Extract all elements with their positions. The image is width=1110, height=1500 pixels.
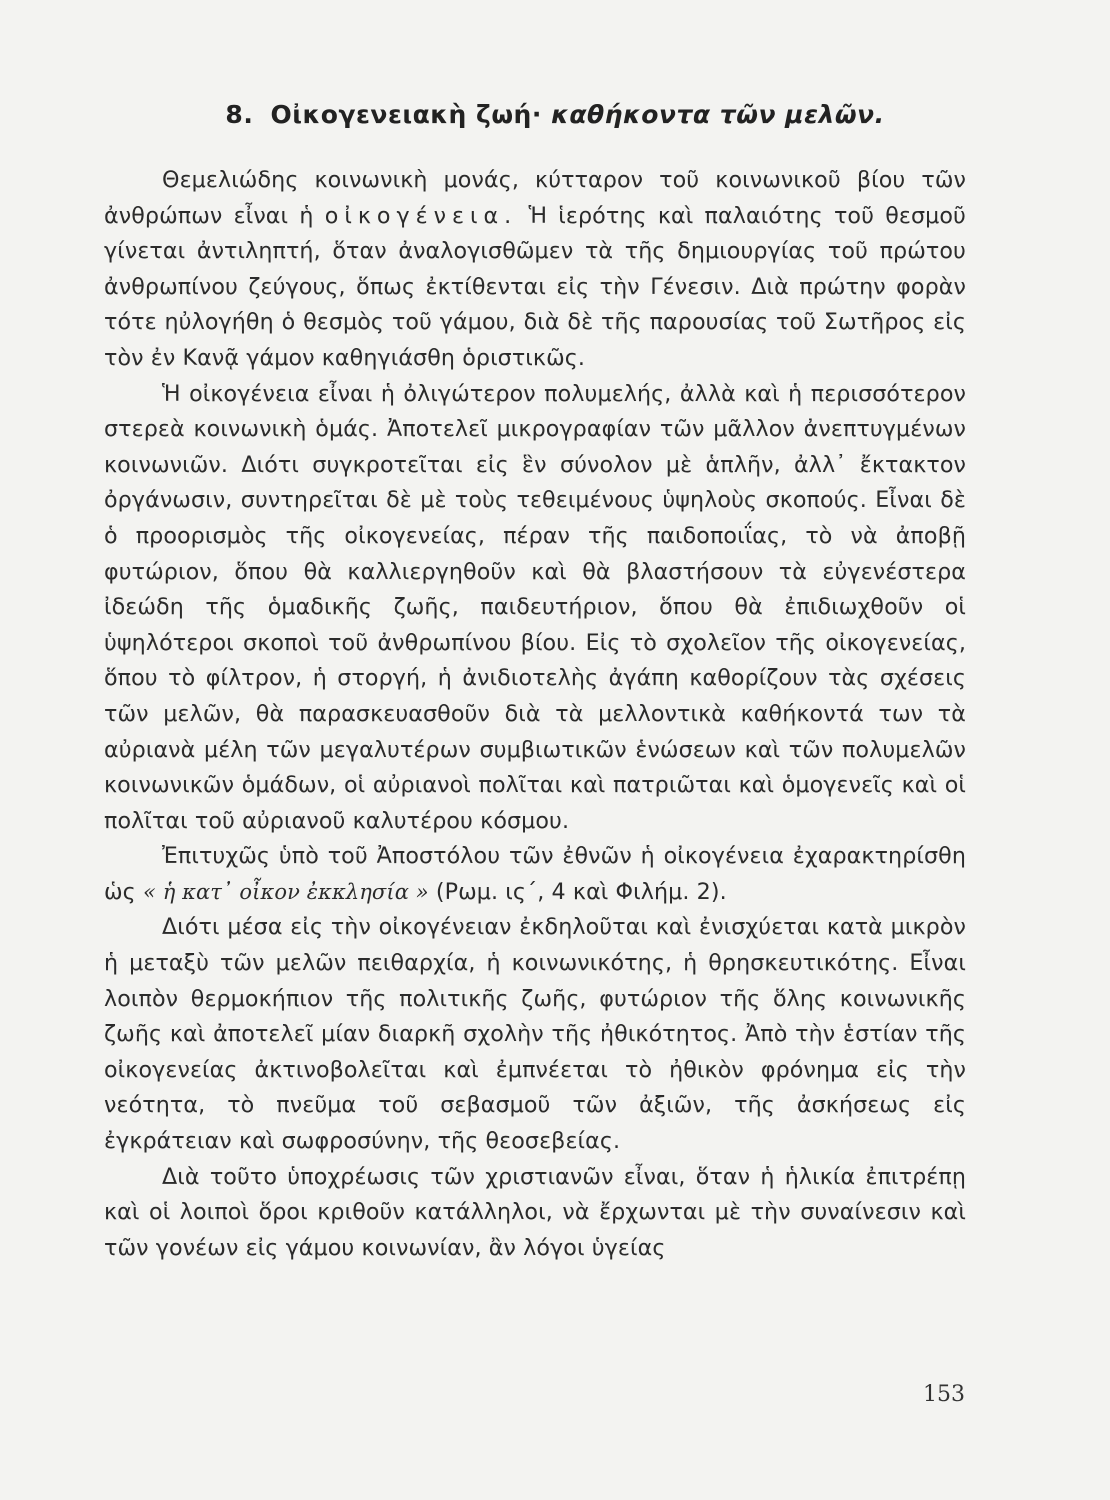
paragraph-3-text-a: Ἐπιτυχῶς ὑπὸ τοῦ Ἀποστόλου τῶν ἐθνῶν ἡ οἰκογένεια ἐχαρακτηρίσθη ὡς xyxy=(104,843,966,905)
paragraph-5: Διὰ τοῦτο ὑποχρέωσις τῶν χριστιανῶν εἶναι, ὅταν ἡ ἡλικία ἐπιτρέπῃ καὶ οἱ λοιποὶ ὅροι κριθοῦν κατάλληλοι, νὰ ἔρχωνται μὲ τὴν συναίνεσιν καὶ τῶν γονέων εἰς γάμου κοινωνίαν, ἂν λόγοι ὑγείας xyxy=(104,1163,966,1261)
paragraph-1-text-a: Θεμελιώδης κοινωνικὴ μονάς, κύτταρον τοῦ κοινωνικοῦ βίου τῶν ἀνθρώπων εἶναι ἡ xyxy=(104,167,966,229)
paragraph-2: Ἡ οἰκογένεια εἶναι ἡ ὀλιγώτερον πολυμελής, ἀλλὰ καὶ ἡ περισσότερον στερεὰ κοινωνικὴ ὁμάς. Ἀποτελεῖ μικρογραφίαν τῶν μᾶλλον ἀνεπτυγμένων κοινωνιῶν. Διότι συγκροτεῖται εἰς ἓν σύνολον μὲ ἁπλῆν, ἀλλ᾽ ἔκτακτον ὀργάνωσιν, συντηρεῖται δὲ μὲ τοὺς τεθειμένους ὑψηλοὺς σκοπούς. Εἶναι δὲ ὁ προορισμὸς τῆς οἰκογενείας, πέραν τῆς παιδοποιΐας, τὸ νὰ ἀποβῇ φυτώριον, ὅπου θὰ καλλιεργηθοῦν καὶ θὰ βλαστήσουν τὰ εὐγενέστερα ἰδεώδη τῆς ὁμαδικῆς ζωῆς, παιδευτήριον, ὅπου θὰ ἐπιδιωχθοῦν οἱ ὑψηλότεροι σκοποὶ τοῦ ἀνθρωπίνου βίου. Εἰς τὸ σχολεῖον τῆς οἰκογενείας, ὅπου τὸ φίλτρον, ἡ στοργή, ἡ ἀνιδιοτελὴς ἀγάπη καθορίζουν τὰς σχέσεις τῶν μελῶν, θὰ παρασκευασθοῦν διὰ τὰ μελλοντικὰ καθήκοντά των τὰ αὐριανὰ μέλη τῶν μεγαλυτέρων συμβιωτικῶν ἑνώσεων καὶ τῶν πολυμελῶν κοινωνικῶν ὁμάδων, οἱ αὐριανοὶ πολῖται καὶ πατριῶται καὶ ὁμογενεῖς καὶ οἱ πολῖται τοῦ αὐριανοῦ καλυτέρου κόσμου. xyxy=(104,380,966,834)
section-subtitle: καθήκοντα τῶν μελῶν. xyxy=(551,100,885,129)
section-heading xyxy=(0,100,1110,129)
paragraph-1 xyxy=(104,163,966,377)
paragraph-4: Διότι μέσα εἰς τὴν οἰκογένειαν ἐκδηλοῦται καὶ ἐνισχύεται κατὰ μικρὸν ἡ μεταξὺ τῶν μελῶν πειθαρχία, ἡ κοινωνικότης, ἡ θρησκευτικότης. Εἶναι λοιπὸν θερμοκήπιον τῆς πολιτικῆς ζωῆς, φυτώριον τῆς ὅλης κοινωνικῆς ζωῆς καὶ ἀποτελεῖ μίαν διαρκῆ σχολὴν τῆς ἠθικότητος. Ἀπὸ τὴν ἑστίαν τῆς οἰκογενείας ἀκτινοβολεῖται καὶ ἐμπνέεται τὸ ἠθικὸν φρόνημα εἰς τὴν νεότητα, τὸ πνεῦμα τοῦ σεβασμοῦ τῶν ἀξιῶν, τῆς ἀσκήσεως εἰς ἐγκράτειαν καὶ σωφροσύνην, τῆς θεοσεβείας. xyxy=(104,914,966,1155)
paragraph-3 xyxy=(104,839,966,910)
body-text xyxy=(104,163,966,1266)
section-number: 8. xyxy=(225,100,254,129)
section-title: Οἰκογενειακὴ ζωή· xyxy=(270,100,542,129)
emphasized-term: οἰκογένεια. xyxy=(324,202,518,229)
scripture-reference: (Ρωμ. ις΄, 4 καὶ Φιλήμ. 2). xyxy=(435,878,727,905)
paragraph-1-text-b: Ἡ ἱερότης καὶ παλαιότης τοῦ θεσμοῦ γίνεται ἀντιληπτή, ὅταν ἀναλογισθῶμεν τὰ τῆς δημιουργίας τοῦ πρώτου ἀνθρωπίνου ζεύγους, ὅπως ἐκτίθενται εἰς τὴν Γένεσιν. Διὰ πρώτην φορὰν τότε ηὐλογήθη ὁ θεσμὸς τοῦ γάμου, διὰ δὲ τῆς παρουσίας τοῦ Σωτῆρος εἰς τὸν ἐν Κανᾷ γάμον καθηγιάσθη ὁριστικῶς. xyxy=(104,202,966,371)
scripture-quote: « ἡ κατ᾽ οἶκον ἐκκλησία » xyxy=(142,879,429,904)
page-number: 153 xyxy=(923,1382,965,1407)
